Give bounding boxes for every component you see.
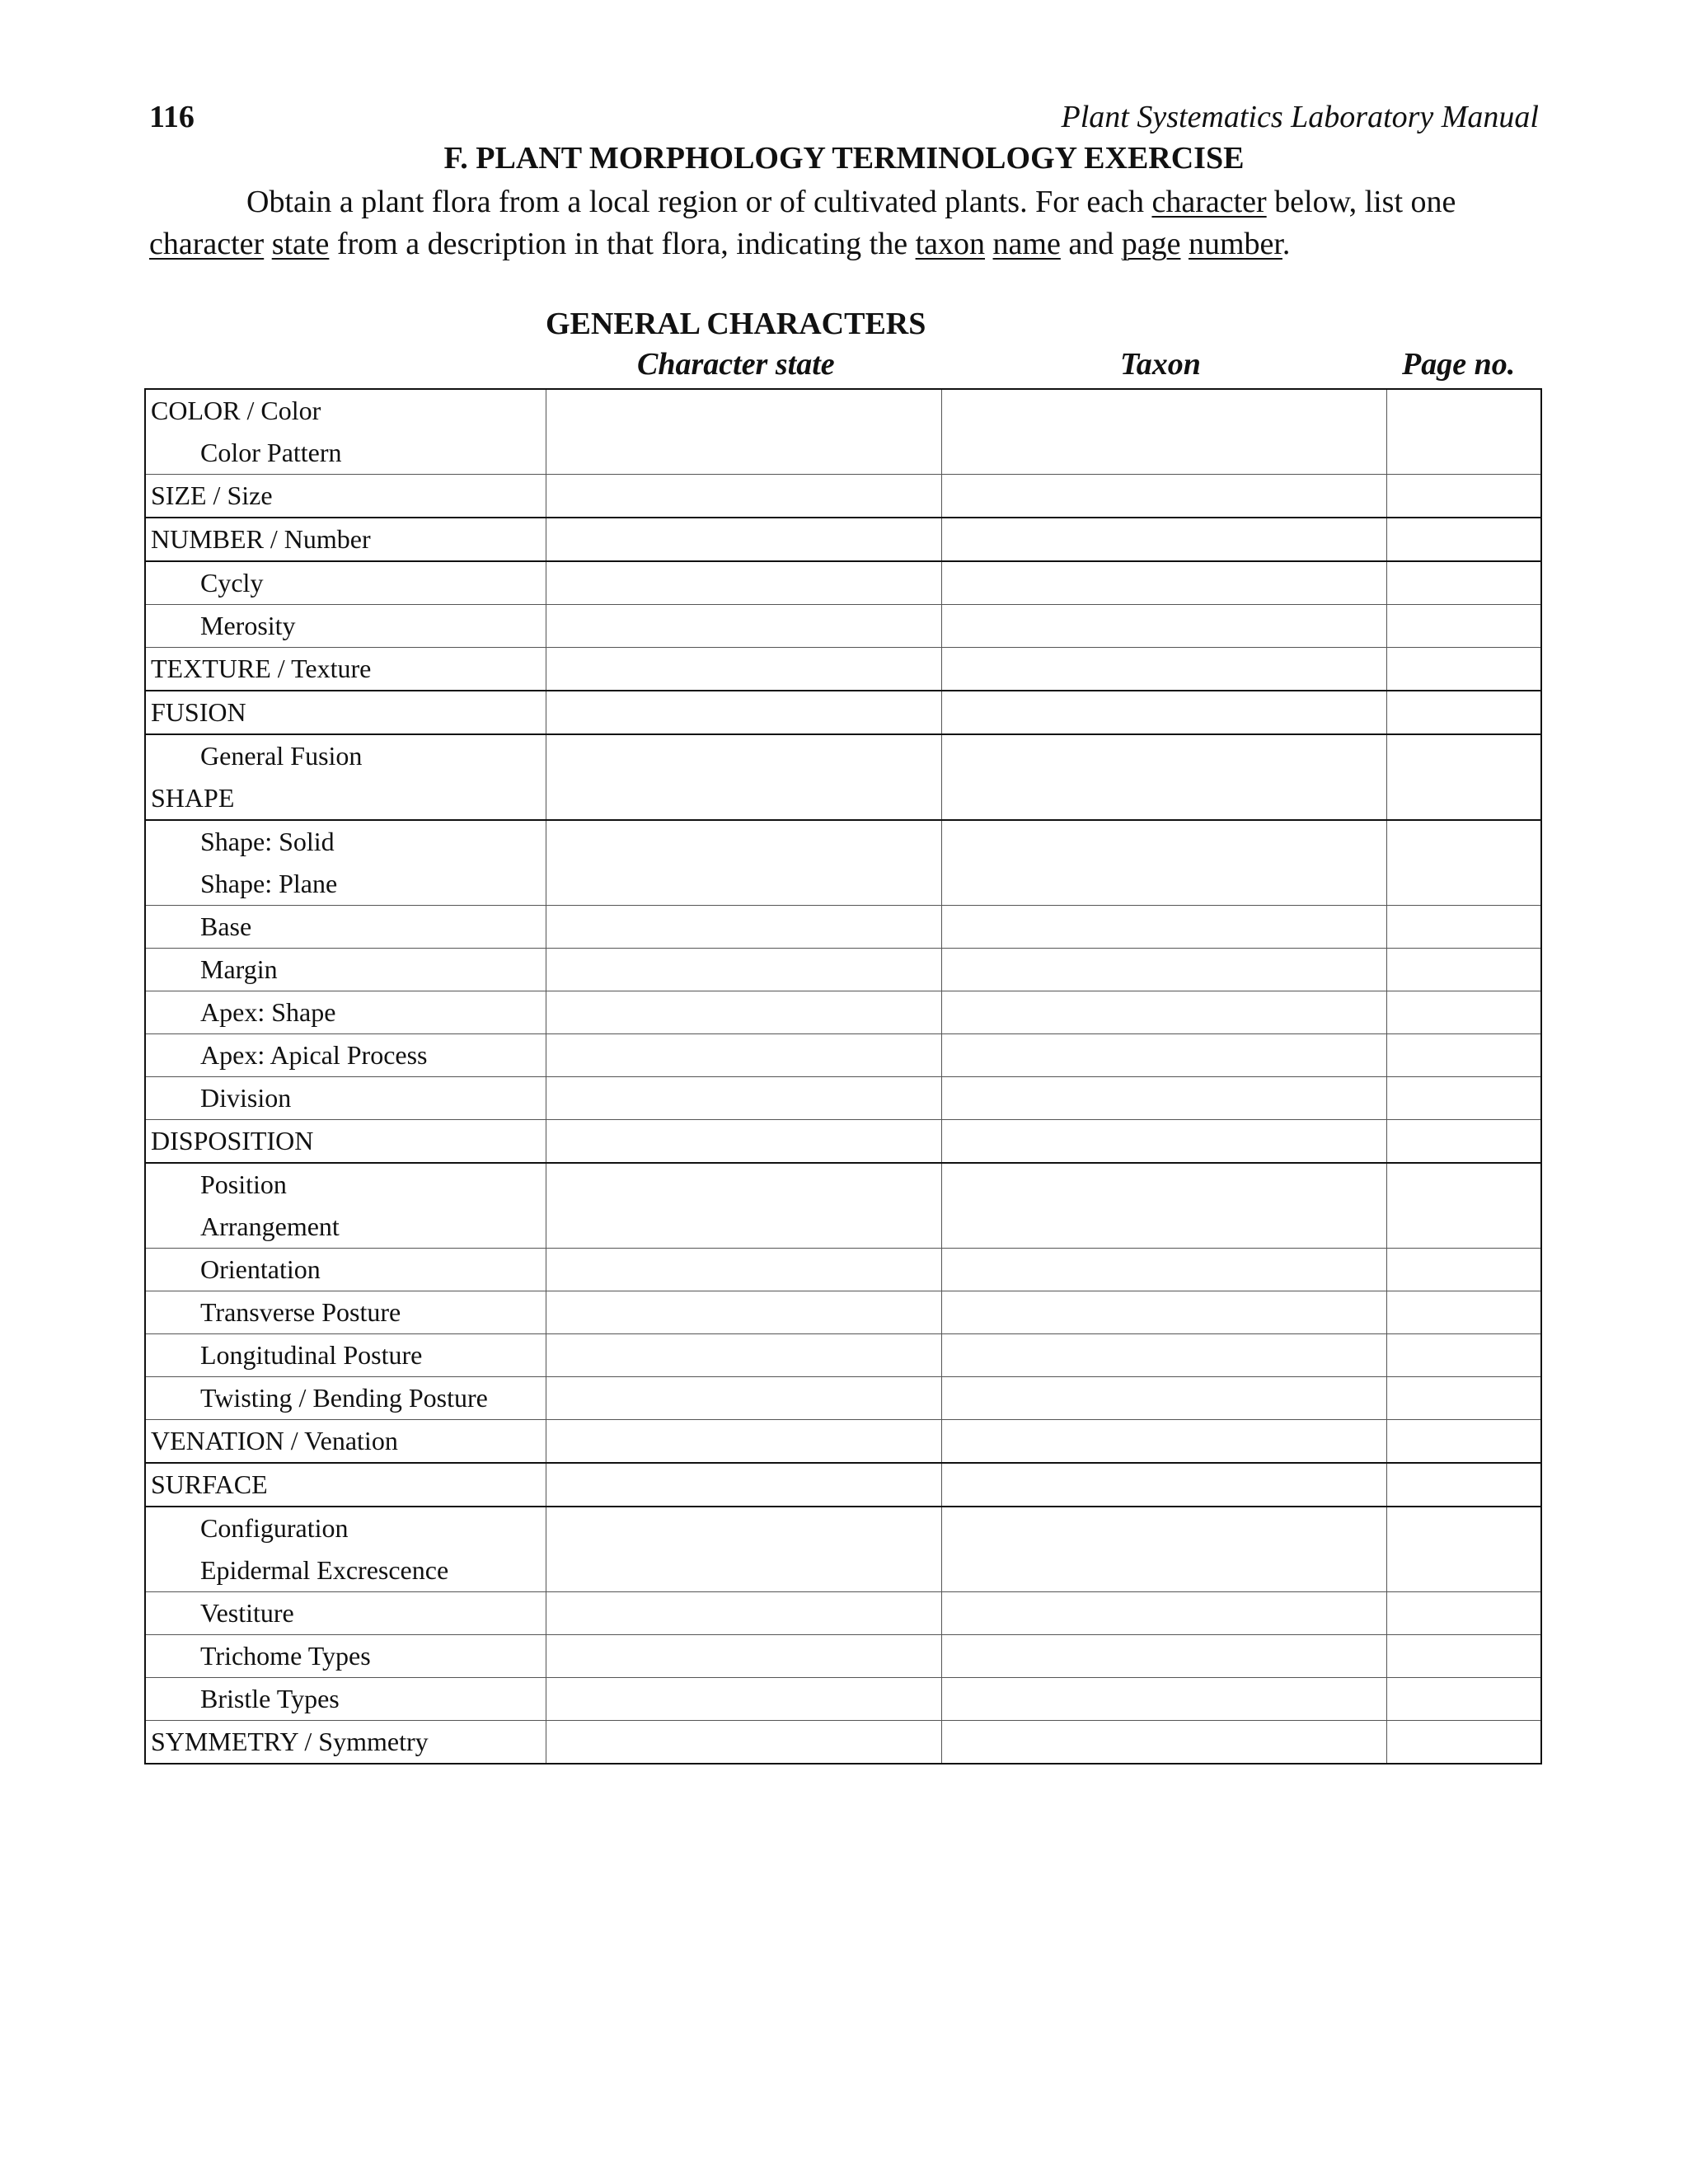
table-row	[145, 1592, 1541, 1635]
table-title: GENERAL CHARACTERS	[546, 307, 926, 341]
character-state-cell[interactable]	[546, 1463, 941, 1507]
character-label-cell	[145, 1635, 546, 1678]
instructions-text: below, list one	[1266, 185, 1456, 219]
character-category-label: SHAPE	[151, 783, 235, 813]
page-no-cell[interactable]	[1386, 1592, 1541, 1635]
character-label-cell	[145, 475, 546, 518]
character-sublabel: Cycly	[200, 568, 264, 598]
character-label-cell	[145, 1507, 546, 1592]
characters-table-body	[145, 389, 1541, 1764]
page-no-cell[interactable]	[1386, 605, 1541, 648]
character-sublabel: Shape: Plane	[200, 869, 338, 898]
table-row	[145, 1463, 1541, 1507]
instructions-text	[985, 227, 993, 261]
taxon-cell[interactable]	[941, 734, 1386, 820]
character-state-cell[interactable]	[546, 1635, 941, 1678]
character-sublabel: Merosity	[200, 611, 296, 640]
table-row	[145, 1507, 1541, 1592]
character-sublabel: General Fusion	[200, 741, 363, 771]
character-state-cell[interactable]	[546, 1120, 941, 1164]
character-category-label: SYMMETRY / Symmetry	[151, 1727, 429, 1756]
underlined-term: taxon	[915, 227, 986, 261]
character-state-cell[interactable]	[546, 1420, 941, 1464]
page-no-cell[interactable]	[1386, 1034, 1541, 1077]
character-label-cell	[145, 518, 546, 561]
page-no-cell[interactable]	[1386, 1420, 1541, 1464]
character-sublabel: Bristle Types	[200, 1684, 340, 1713]
table-row	[145, 1163, 1541, 1249]
page-no-cell[interactable]	[1386, 561, 1541, 605]
character-state-cell[interactable]	[546, 734, 941, 820]
taxon-cell[interactable]	[941, 605, 1386, 648]
taxon-cell[interactable]	[941, 1249, 1386, 1291]
taxon-cell[interactable]	[941, 1077, 1386, 1120]
character-state-cell[interactable]	[546, 1077, 941, 1120]
table-row	[145, 648, 1541, 691]
table-row	[145, 1249, 1541, 1291]
character-state-cell[interactable]	[546, 906, 941, 949]
character-label-cell	[145, 1592, 546, 1635]
character-sublabel: Transverse Posture	[200, 1297, 401, 1327]
taxon-cell[interactable]	[941, 906, 1386, 949]
character-label-cell	[145, 1678, 546, 1721]
character-label-cell	[145, 1163, 546, 1249]
table-row	[145, 1334, 1541, 1377]
character-category-label: SIZE / Size	[151, 480, 273, 510]
character-state-cell[interactable]	[546, 648, 941, 691]
table-row	[145, 949, 1541, 991]
table-row	[145, 1420, 1541, 1464]
page-no-cell[interactable]	[1386, 691, 1541, 734]
taxon-cell[interactable]	[941, 1420, 1386, 1464]
character-label-cell	[145, 1463, 546, 1507]
taxon-cell[interactable]	[941, 648, 1386, 691]
taxon-cell[interactable]	[941, 1463, 1386, 1507]
underlined-term: name	[992, 227, 1061, 261]
character-label-cell	[145, 1334, 546, 1377]
character-state-cell[interactable]	[546, 1592, 941, 1635]
taxon-cell[interactable]	[941, 1120, 1386, 1164]
instructions-text: and	[1060, 227, 1122, 261]
page-no-cell[interactable]	[1386, 1291, 1541, 1334]
page-no-cell[interactable]	[1386, 1334, 1541, 1377]
character-state-cell[interactable]	[546, 691, 941, 734]
page-no-cell[interactable]	[1386, 1635, 1541, 1678]
character-label-cell	[145, 1120, 546, 1164]
table-row	[145, 734, 1541, 820]
page-no-cell[interactable]	[1386, 475, 1541, 518]
table-row	[145, 1377, 1541, 1420]
underlined-term: character	[1151, 185, 1267, 219]
table-row	[145, 820, 1541, 906]
character-sublabel: Epidermal Excrescence	[200, 1555, 449, 1585]
character-sublabel: Apex: Shape	[200, 997, 336, 1027]
taxon-cell[interactable]	[941, 1377, 1386, 1420]
taxon-cell[interactable]	[941, 1163, 1386, 1249]
character-state-cell[interactable]	[546, 1507, 941, 1592]
character-state-cell[interactable]	[546, 1034, 941, 1077]
character-category-label: NUMBER / Number	[151, 524, 371, 554]
character-state-cell[interactable]	[546, 1163, 941, 1249]
table-row	[145, 475, 1541, 518]
character-label-cell	[145, 991, 546, 1034]
character-sublabel: Orientation	[200, 1254, 321, 1284]
taxon-cell[interactable]	[941, 949, 1386, 991]
character-label-cell	[145, 1721, 546, 1765]
running-head: Plant Systematics Laboratory Manual	[1061, 100, 1539, 134]
character-label-cell	[145, 1034, 546, 1077]
taxon-cell[interactable]	[941, 389, 1386, 475]
instructions-text: from a description in that flora, indicating the	[329, 227, 916, 261]
character-sublabel: Position	[200, 1169, 287, 1199]
characters-table	[144, 388, 1542, 1765]
column-header-taxon: Taxon	[1120, 347, 1201, 382]
page-no-cell[interactable]	[1386, 1463, 1541, 1507]
taxon-cell[interactable]	[941, 1334, 1386, 1377]
character-label-cell	[145, 1077, 546, 1120]
page-no-cell[interactable]	[1386, 906, 1541, 949]
table-row	[145, 1291, 1541, 1334]
page-no-cell[interactable]	[1386, 734, 1541, 820]
table-row	[145, 991, 1541, 1034]
table-row	[145, 1678, 1541, 1721]
column-header-character-state: Character state	[637, 347, 835, 382]
page-no-cell[interactable]	[1386, 518, 1541, 561]
table-row	[145, 1721, 1541, 1765]
character-sublabel: Longitudinal Posture	[200, 1340, 423, 1370]
character-sublabel: Division	[200, 1083, 292, 1113]
page-no-cell[interactable]	[1386, 1678, 1541, 1721]
character-label-cell	[145, 691, 546, 734]
table-row	[145, 389, 1541, 475]
taxon-cell[interactable]	[941, 691, 1386, 734]
character-sublabel: Vestiture	[200, 1598, 294, 1628]
underlined-term: number	[1188, 227, 1282, 261]
instructions-text: .	[1282, 227, 1291, 261]
character-state-cell[interactable]	[546, 949, 941, 991]
character-sublabel: Color Pattern	[200, 438, 342, 467]
page-no-cell[interactable]	[1386, 648, 1541, 691]
page-no-cell[interactable]	[1386, 1507, 1541, 1592]
taxon-cell[interactable]	[941, 1721, 1386, 1765]
table-row	[145, 1120, 1541, 1164]
character-category-label: SURFACE	[151, 1469, 268, 1499]
instructions-paragraph	[149, 181, 1542, 265]
character-label-cell	[145, 1420, 546, 1464]
character-label-cell	[145, 561, 546, 605]
taxon-cell[interactable]	[941, 475, 1386, 518]
page-no-cell[interactable]	[1386, 991, 1541, 1034]
taxon-cell[interactable]	[941, 1291, 1386, 1334]
table-row	[145, 518, 1541, 561]
character-label-cell	[145, 605, 546, 648]
character-sublabel: Configuration	[200, 1513, 349, 1543]
table-row	[145, 1077, 1541, 1120]
underlined-term: page	[1121, 227, 1181, 261]
table-row	[145, 1034, 1541, 1077]
taxon-cell[interactable]	[941, 991, 1386, 1034]
character-sublabel: Margin	[200, 954, 278, 984]
column-header-page-no: Page no.	[1402, 347, 1516, 382]
table-row	[145, 691, 1541, 734]
underlined-term: state	[271, 227, 330, 261]
taxon-cell[interactable]	[941, 518, 1386, 561]
taxon-cell[interactable]	[941, 1592, 1386, 1635]
character-label-cell	[145, 906, 546, 949]
character-sublabel: Twisting / Bending Posture	[200, 1383, 488, 1413]
character-label-cell	[145, 734, 546, 820]
instructions-text	[264, 227, 272, 261]
taxon-cell[interactable]	[941, 561, 1386, 605]
character-state-cell[interactable]	[546, 1249, 941, 1291]
character-state-cell[interactable]	[546, 1377, 941, 1420]
instructions-text: Obtain a plant flora from a local region or of cultivated plants. For each	[246, 185, 1152, 219]
character-label-cell	[145, 1249, 546, 1291]
character-sublabel: Base	[200, 912, 252, 941]
character-label-cell	[145, 1291, 546, 1334]
page-no-cell[interactable]	[1386, 1377, 1541, 1420]
taxon-cell[interactable]	[941, 820, 1386, 906]
table-row	[145, 906, 1541, 949]
character-category-label: COLOR / Color	[151, 396, 321, 425]
taxon-cell[interactable]	[941, 1635, 1386, 1678]
page-no-cell[interactable]	[1386, 820, 1541, 906]
page-no-cell[interactable]	[1386, 949, 1541, 991]
character-state-cell[interactable]	[546, 1721, 941, 1765]
character-state-cell[interactable]	[546, 605, 941, 648]
character-state-cell[interactable]	[546, 389, 941, 475]
character-state-cell[interactable]	[546, 820, 941, 906]
page-no-cell[interactable]	[1386, 1249, 1541, 1291]
character-state-cell[interactable]	[546, 561, 941, 605]
page-no-cell[interactable]	[1386, 389, 1541, 475]
character-sublabel: Trichome Types	[200, 1641, 371, 1671]
character-category-label: VENATION / Venation	[151, 1426, 398, 1455]
table-row	[145, 605, 1541, 648]
character-category-label: FUSION	[151, 697, 246, 727]
page-no-cell[interactable]	[1386, 1120, 1541, 1164]
character-label-cell	[145, 648, 546, 691]
character-state-cell[interactable]	[546, 1334, 941, 1377]
page-no-cell[interactable]	[1386, 1721, 1541, 1765]
underlined-term: character	[149, 227, 265, 261]
character-category-label: DISPOSITION	[151, 1126, 314, 1155]
character-label-cell	[145, 389, 546, 475]
taxon-cell[interactable]	[941, 1678, 1386, 1721]
page-no-cell[interactable]	[1386, 1163, 1541, 1249]
character-sublabel: Shape: Solid	[200, 827, 335, 856]
page-number: 116	[149, 100, 195, 134]
character-category-label: TEXTURE / Texture	[151, 654, 372, 683]
character-state-cell[interactable]	[546, 1678, 941, 1721]
page-no-cell[interactable]	[1386, 1077, 1541, 1120]
taxon-cell[interactable]	[941, 1507, 1386, 1592]
character-label-cell	[145, 949, 546, 991]
taxon-cell[interactable]	[941, 1034, 1386, 1077]
character-label-cell	[145, 820, 546, 906]
character-state-cell[interactable]	[546, 991, 941, 1034]
character-state-cell[interactable]	[546, 518, 941, 561]
character-state-cell[interactable]	[546, 1291, 941, 1334]
table-row	[145, 561, 1541, 605]
section-title: F. PLANT MORPHOLOGY TERMINOLOGY EXERCISE	[443, 141, 1245, 176]
table-row	[145, 1635, 1541, 1678]
character-label-cell	[145, 1377, 546, 1420]
character-sublabel: Apex: Apical Process	[200, 1040, 428, 1070]
character-state-cell[interactable]	[546, 475, 941, 518]
instructions-text	[1180, 227, 1189, 261]
character-sublabel: Arrangement	[200, 1212, 340, 1241]
